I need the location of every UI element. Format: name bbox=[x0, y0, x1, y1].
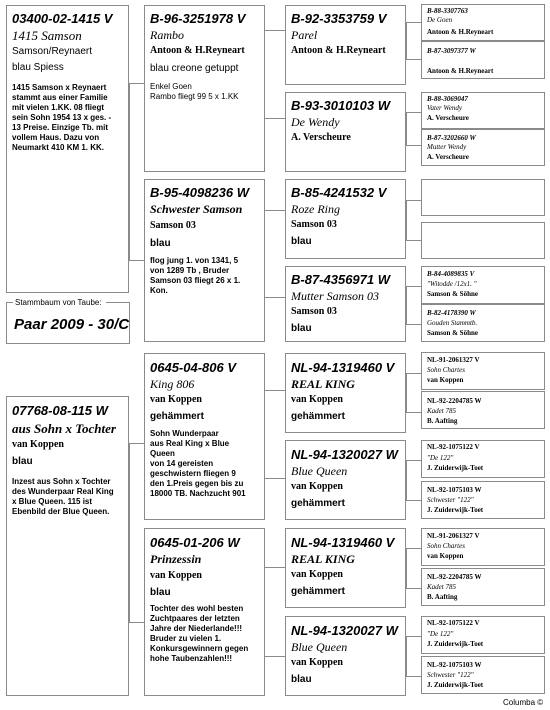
notes: flog jung 1. von 1341, 5 von 1289 Tb , Bruder Samson 03 fliegt 26 x 1. Kon. bbox=[150, 256, 241, 295]
color: blau bbox=[291, 674, 312, 685]
color: gehämmert bbox=[291, 411, 345, 422]
breeder: van Koppen bbox=[427, 552, 464, 560]
breeder: van Koppen bbox=[291, 657, 343, 668]
pigeon-card-gen3-7[interactable] bbox=[285, 528, 406, 608]
ring-number: 03400-02-1415 V bbox=[12, 11, 113, 26]
ring-number: 0645-01-206 W bbox=[150, 535, 240, 550]
pigeon-name: Schwester "122" bbox=[427, 496, 474, 504]
pair-title: Paar 2009 - 30/C bbox=[14, 316, 130, 333]
breeder: van Koppen bbox=[12, 439, 64, 450]
pigeon-name: De Wendy bbox=[291, 115, 340, 129]
pigeon-name: Sohn Chartes bbox=[427, 542, 465, 550]
pigeon-card-gen4-14[interactable] bbox=[421, 568, 545, 606]
breeder: van Koppen bbox=[427, 376, 464, 384]
ring-number: B-88-3069047 bbox=[427, 95, 468, 103]
pigeon-name: Gouden Stammtb. bbox=[427, 319, 478, 327]
pigeon-name: "Witodde /12x1. " bbox=[427, 280, 477, 288]
pigeon-name: Sohn Chartes bbox=[427, 366, 465, 374]
ring-number: B-87-4356971 W bbox=[291, 272, 390, 287]
breeder: Samson 03 bbox=[291, 219, 337, 230]
pigeon-card-gen4-2[interactable] bbox=[421, 41, 545, 79]
ring-number: B-87-3202660 W bbox=[427, 134, 476, 142]
ring-number: NL-91-2061327 V bbox=[427, 532, 480, 540]
breeder: van Koppen bbox=[150, 570, 202, 581]
color: blau creone getuppt bbox=[150, 63, 239, 74]
pigeon-card-gen3-3[interactable] bbox=[285, 179, 406, 259]
breeder: J. Zuiderwijk-Toet bbox=[427, 681, 484, 689]
pigeon-name: REAL KING bbox=[291, 552, 355, 566]
ring-number: NL-92-1075122 V bbox=[427, 443, 480, 451]
pigeon-card-gen4-6[interactable] bbox=[421, 222, 545, 259]
pigeon-card-gen3-2[interactable] bbox=[285, 92, 406, 172]
ring-number: B-93-3010103 W bbox=[291, 98, 390, 113]
pigeon-card-gen4-4[interactable] bbox=[421, 129, 545, 166]
breeder: van Koppen bbox=[291, 569, 343, 580]
pigeon-card-gen4-13[interactable] bbox=[421, 528, 545, 566]
breeder: Antoon & H.Reyneart bbox=[150, 45, 245, 56]
ring-number: 0645-04-806 V bbox=[150, 360, 237, 375]
pigeon-name: "De 122" bbox=[427, 454, 454, 462]
color: blau Spiess bbox=[12, 62, 64, 73]
pigeon-card-gen4-11[interactable] bbox=[421, 440, 545, 478]
pigeon-card-gen4-16[interactable] bbox=[421, 656, 545, 694]
pigeon-card-gen4-7[interactable] bbox=[421, 266, 545, 304]
breeder: A. Verscheure bbox=[291, 132, 351, 143]
pigeon-card-gen4-10[interactable] bbox=[421, 391, 545, 429]
breeder: van Koppen bbox=[291, 394, 343, 405]
ring-number: 07768-08-115 W bbox=[12, 403, 108, 418]
color: gehämmert bbox=[150, 411, 204, 422]
breeder: Samson & Söhne bbox=[427, 290, 478, 298]
ring-number: NL-92-1075122 V bbox=[427, 619, 480, 627]
pigeon-card-gen3-5[interactable] bbox=[285, 353, 406, 433]
notes: Enkel Goen Rambo fliegt 99 5 x 1.KK bbox=[150, 82, 239, 101]
breeder: Samson 03 bbox=[150, 220, 196, 231]
ring-number: B-96-3251978 V bbox=[150, 11, 246, 26]
breeder: Samson 03 bbox=[291, 306, 337, 317]
pigeon-name: Mutter Wendy bbox=[427, 143, 467, 151]
pigeon-card-partner[interactable] bbox=[6, 396, 129, 696]
pigeon-name: Schwester Samson bbox=[150, 202, 243, 216]
pigeon-name: De Goen bbox=[427, 16, 453, 24]
pedigree-caption: Stammbaum von Taube: bbox=[15, 298, 102, 307]
pigeon-name: Blue Queen bbox=[291, 464, 348, 478]
color: blau bbox=[291, 323, 312, 334]
pigeon-card-subject[interactable] bbox=[6, 5, 129, 293]
color: blau bbox=[150, 238, 171, 249]
notes: Tochter des wohl besten Zuchtpaares der letzten Jahre der Niederlande!!! Bruder zu vielen 1. Konkursgewinnern gegen hohe Taubenzahlen!!! bbox=[150, 604, 249, 663]
color: gehämmert bbox=[291, 586, 345, 597]
ring-number: NL-92-2204785 W bbox=[427, 397, 482, 405]
ring-number: NL-92-1075103 W bbox=[427, 486, 482, 494]
pigeon-name: Blue Queen bbox=[291, 640, 348, 654]
pigeon-name: "De 122" bbox=[427, 630, 454, 638]
pigeon-card-gen4-9[interactable] bbox=[421, 352, 545, 390]
pigeon-card-gen3-4[interactable] bbox=[285, 266, 406, 342]
pigeon-card-gen3-1[interactable] bbox=[285, 5, 406, 85]
breeder: Antoon & H.Reyneart bbox=[427, 67, 494, 75]
ring-number: B-95-4098236 W bbox=[150, 185, 249, 200]
pigeon-name: Prinzessin bbox=[150, 552, 202, 566]
ring-number: NL-94-1319460 V bbox=[291, 535, 395, 550]
pigeon-name: aus Sohn x Tochter bbox=[12, 421, 116, 436]
copyright: Columba © bbox=[503, 698, 544, 707]
pigeon-name: Roze Ring bbox=[291, 202, 340, 216]
color: gehämmert bbox=[291, 498, 345, 509]
pigeon-card-gen4-5[interactable] bbox=[421, 179, 545, 216]
color: blau bbox=[150, 587, 171, 598]
pigeon-name: 1415 Samson bbox=[12, 28, 82, 43]
pigeon-card-gen4-1[interactable] bbox=[421, 4, 545, 41]
pigeon-card-gen3-6[interactable] bbox=[285, 440, 406, 520]
ring-number: B-85-4241532 V bbox=[291, 185, 387, 200]
notes: 1415 Samson x Reynaert stammt aus einer Familie mit vielen 1.KK. 08 fliegt sein Sohn 1954 13 x ges. - 13 Preise. Einzige Tb. mit vollem Haus. Dazu von Neumarkt 410 KM 1. KK. bbox=[12, 83, 112, 152]
pigeon-name: Vater Wendy bbox=[427, 104, 462, 112]
ring-number: NL-91-2061327 V bbox=[427, 356, 480, 364]
pigeon-name: Mutter Samson 03 bbox=[291, 289, 379, 303]
pigeon-card-gen4-8[interactable] bbox=[421, 304, 545, 342]
pigeon-name: Kadet 785 bbox=[427, 583, 456, 591]
pigeon-name: REAL KING bbox=[291, 377, 355, 391]
breeder: Antoon & H.Reyneart bbox=[427, 28, 494, 36]
breeder: J. Zuiderwijk-Toet bbox=[427, 640, 484, 648]
pigeon-name: Rambo bbox=[150, 28, 184, 42]
notes: Inzest aus Sohn x Tochter des Wunderpaar Real King x Blue Queen. 115 ist Ebenbild der Blue Queen. bbox=[12, 477, 114, 516]
ring-number: B-84-4089835 V bbox=[427, 270, 475, 278]
ring-number: NL-94-1320027 W bbox=[291, 447, 398, 462]
breeder: Samson/Reynaert bbox=[12, 46, 93, 57]
breeder: van Koppen bbox=[291, 481, 343, 492]
color: blau bbox=[12, 456, 33, 467]
pigeon-card-gen4-3[interactable] bbox=[421, 92, 545, 129]
color: blau bbox=[291, 236, 312, 247]
pigeon-card-mother[interactable] bbox=[144, 179, 265, 342]
breeder: A. Verscheure bbox=[427, 153, 469, 161]
ring-number: NL-92-2204785 W bbox=[427, 573, 482, 581]
pigeon-card-partner-father[interactable] bbox=[144, 353, 265, 520]
ring-number: B-88-3307763 bbox=[427, 7, 468, 15]
notes: Sohn Wunderpaar aus Real King x Blue Queen von 14 gereisten geschwistern fliegen 9 den 1.Preis gegen bis zu 18000 TB. Nachzucht 901 bbox=[150, 429, 246, 498]
breeder: J. Zuiderwijk-Toet bbox=[427, 506, 484, 514]
ring-number: NL-92-1075103 W bbox=[427, 661, 482, 669]
pigeon-name: King 806 bbox=[150, 377, 195, 391]
ring-number: NL-94-1319460 V bbox=[291, 360, 395, 375]
breeder: A. Verscheure bbox=[427, 114, 469, 122]
breeder: Antoon & H.Reyneart bbox=[291, 45, 386, 56]
breeder: van Koppen bbox=[150, 394, 202, 405]
ring-number: B-87-3097377 W bbox=[427, 47, 476, 55]
pigeon-name: Schwester "122" bbox=[427, 671, 474, 679]
breeder: Samson & Söhne bbox=[427, 329, 478, 337]
pigeon-card-gen4-12[interactable] bbox=[421, 481, 545, 519]
breeder: J. Zuiderwijk-Toet bbox=[427, 464, 484, 472]
pigeon-card-gen4-15[interactable] bbox=[421, 616, 545, 654]
breeder: B. Aafting bbox=[427, 417, 458, 425]
pigeon-card-father[interactable] bbox=[144, 5, 265, 172]
pigeon-name: Parel bbox=[291, 28, 318, 42]
pigeon-card-gen3-8[interactable] bbox=[285, 616, 406, 696]
pigeon-name: Kadet 785 bbox=[427, 407, 456, 415]
ring-number: NL-94-1320027 W bbox=[291, 623, 398, 638]
ring-number: B-92-3353759 V bbox=[291, 11, 387, 26]
breeder: B. Aafting bbox=[427, 593, 458, 601]
pigeon-card-partner-mother[interactable] bbox=[144, 528, 265, 696]
ring-number: B-82-4178390 W bbox=[427, 309, 476, 317]
